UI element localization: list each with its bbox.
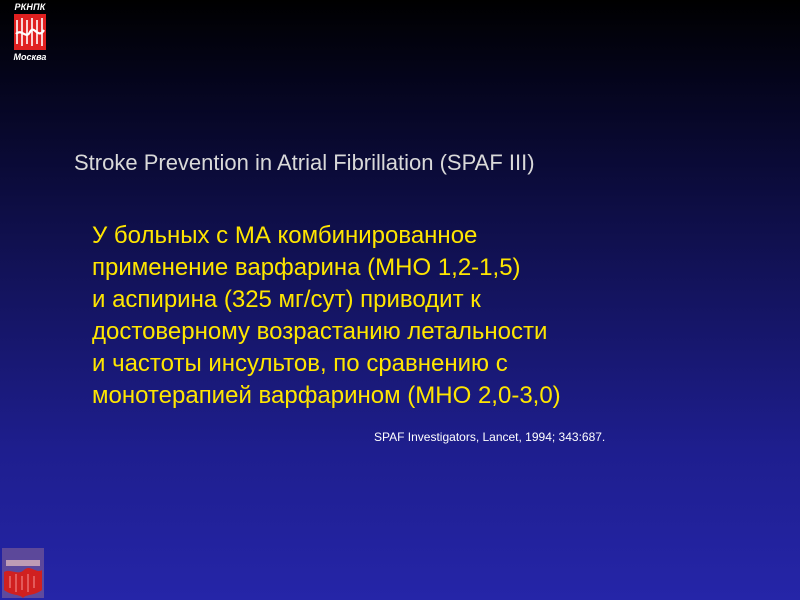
body-text bbox=[92, 220, 772, 412]
slide-title: Stroke Prevention in Atrial Fibrillation (SPAF III) bbox=[74, 150, 535, 175]
citation: SPAF Investigators, Lancet, 1994; 343:687. bbox=[374, 430, 606, 444]
society-emblem-icon bbox=[0, 546, 46, 600]
body-line: применение варфарина (МНО 1,2-1,5) bbox=[92, 254, 521, 281]
heart-logo-icon bbox=[14, 14, 46, 50]
body-line: и аспирина (325 мг/сут) приводит к bbox=[92, 286, 481, 313]
body-line: У больных с МА комбинированное bbox=[92, 222, 478, 249]
body-line: монотерапией варфарином (МНО 2,0-3,0) bbox=[92, 382, 561, 409]
body-line: достоверному возрастанию летальности bbox=[92, 318, 548, 345]
body-line: и частоты инсультов, по сравнению с bbox=[92, 350, 508, 377]
logo-city-name: Москва bbox=[13, 52, 47, 62]
organization-logo bbox=[8, 2, 52, 64]
logo-org-name: РКНПК bbox=[14, 2, 46, 12]
